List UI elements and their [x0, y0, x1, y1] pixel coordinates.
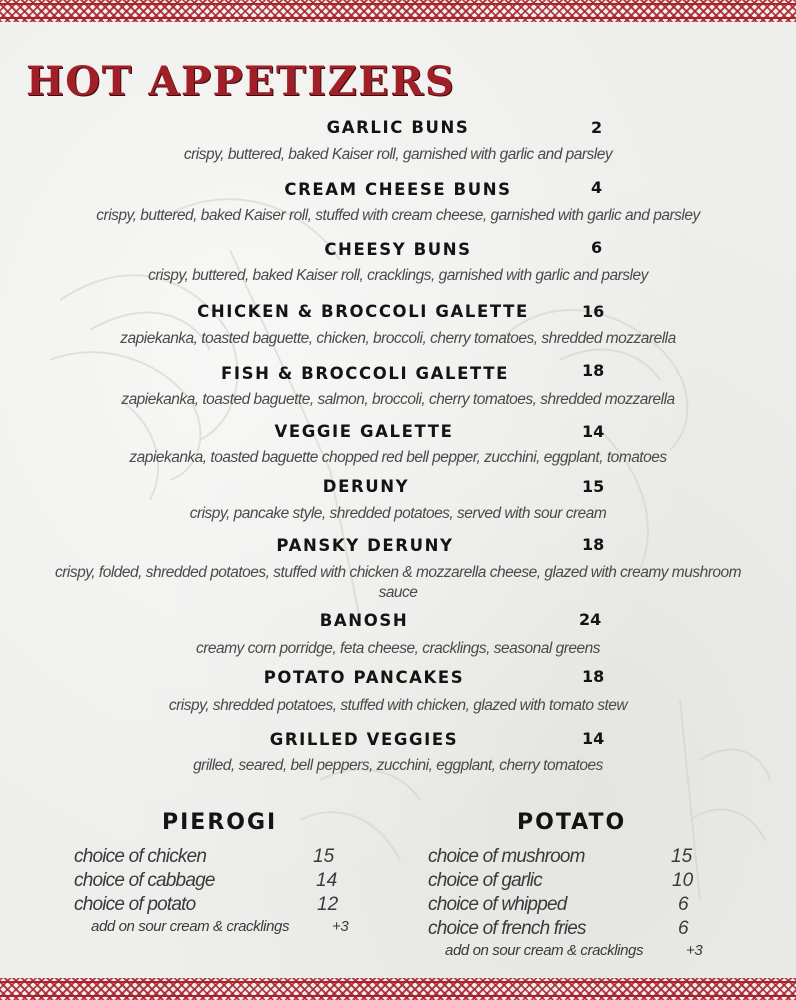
menu-item-name: CHICKEN & BROCCOLI GALETTE: [197, 302, 529, 321]
top-ornamental-border: [0, 0, 796, 22]
menu-item-name: GRILLED VEGGIES: [269, 730, 459, 749]
pierogi-option-label: choice of cabbage: [74, 870, 215, 891]
menu-item-description: crispy, shredded potatoes, stuffed with chicken, glazed with tomato stew: [168, 697, 628, 714]
menu-item-name: PANSKY DERUNY: [276, 536, 454, 555]
pierogi-option-price: 14: [316, 870, 338, 891]
potato-option-label: choice of garlic: [428, 870, 542, 891]
potato-option-label: choice of mushroom: [428, 846, 585, 867]
menu-item-price: 16: [582, 302, 605, 321]
pierogi-heading: PIEROGI: [162, 810, 278, 835]
menu-item-description: grilled, seared, bell peppers, zucchini, eggplant, cherry tomatoes: [193, 757, 603, 774]
page-title: HOT APPETIZERS: [26, 58, 456, 105]
menu-item-name: VEGGIE GALETTE: [274, 422, 454, 441]
potato-heading: POTATO: [517, 810, 627, 835]
menu-item-description: crispy, folded, shredded potatoes, stuffed with chicken & mozzarella cheese, glazed with creamy mushroom sauce: [54, 564, 742, 601]
menu-item-description: crispy, buttered, baked Kaiser roll, cracklings, garnished with garlic and parsley: [148, 267, 648, 284]
menu-item-description: zapiekanka, toasted baguette, chicken, broccoli, cherry tomatoes, shredded mozzarella: [120, 330, 676, 347]
menu-item-description: zapiekanka, toasted baguette chopped red bell pepper, zucchini, eggplant, tomatoes: [129, 449, 667, 466]
menu-item-price: 4: [591, 178, 603, 197]
potato-option-price: 6: [678, 918, 689, 939]
bottom-ornamental-border: [0, 978, 796, 1000]
pierogi-option-price: 15: [313, 846, 335, 867]
menu-item-name: CREAM CHEESE BUNS: [284, 180, 512, 199]
potato-addon-price: +3: [686, 942, 703, 959]
menu-item-price: 24: [579, 610, 602, 629]
menu-item-name: POTATO PANCAKES: [263, 668, 465, 687]
menu-item-name: CHEESY BUNS: [324, 240, 472, 259]
potato-option-price: 6: [678, 894, 689, 915]
menu-item-description: crispy, buttered, baked Kaiser roll, garnished with garlic and parsley: [183, 146, 613, 163]
pierogi-option-label: choice of potato: [74, 894, 196, 915]
potato-option-price: 10: [672, 870, 694, 891]
menu-item-price: 2: [591, 118, 603, 137]
menu-item-price: 14: [582, 729, 605, 748]
menu-item-price: 14: [582, 422, 605, 441]
menu-item-description: crispy, buttered, baked Kaiser roll, stuffed with cream cheese, garnished with garlic and parsley: [96, 207, 700, 224]
menu-item-description: crispy, pancake style, shredded potatoes, served with sour cream: [189, 505, 607, 522]
menu-item-name: GARLIC BUNS: [326, 118, 470, 137]
menu-item-description: zapiekanka, toasted baguette, salmon, broccoli, cherry tomatoes, shredded mozzarella: [121, 391, 675, 408]
menu-item-description: creamy corn porridge, feta cheese, cracklings, seasonal greens: [195, 640, 601, 657]
pierogi-option-label: choice of chicken: [74, 846, 207, 867]
potato-option-label: choice of french fries: [428, 918, 586, 939]
menu-item-name: DERUNY: [322, 477, 410, 496]
potato-option-label: choice of whipped: [428, 894, 567, 915]
potato-addon-label: add on sour cream & cracklings: [445, 942, 644, 959]
pierogi-option-price: 12: [317, 894, 339, 915]
menu-item-price: 15: [582, 477, 605, 496]
menu-item-name: FISH & BROCCOLI GALETTE: [221, 364, 509, 383]
menu-item-price: 18: [582, 361, 605, 380]
pierogi-addon-price: +3: [332, 918, 349, 935]
menu-item-price: 6: [591, 238, 603, 257]
potato-option-price: 15: [671, 846, 693, 867]
menu-item-name: BANOSH: [319, 611, 409, 630]
pierogi-addon-label: add on sour cream & cracklings: [91, 918, 290, 935]
menu-item-price: 18: [582, 535, 605, 554]
menu-item-price: 18: [582, 667, 605, 686]
